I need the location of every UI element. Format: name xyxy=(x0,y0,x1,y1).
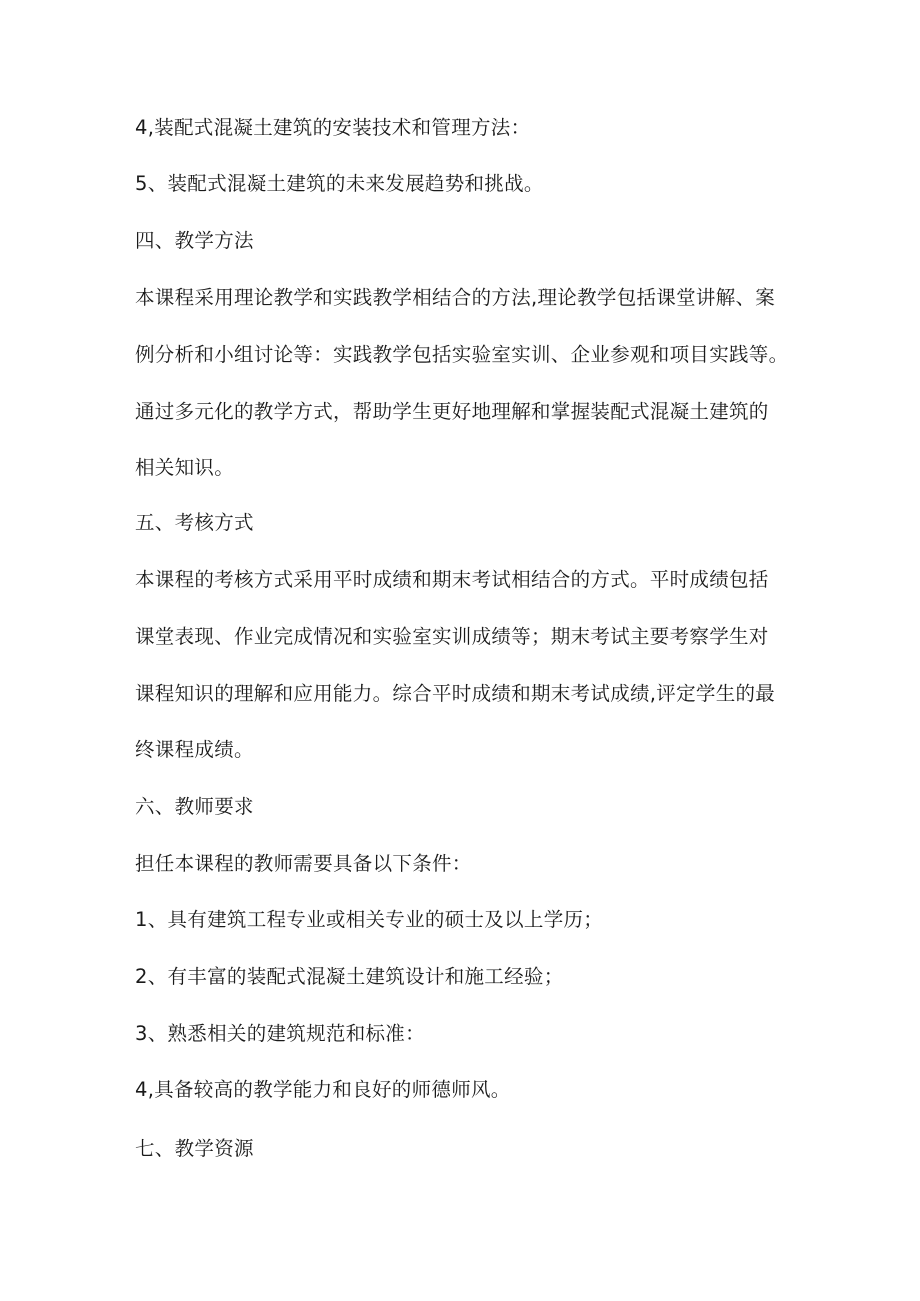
paragraph-line: 本课程的考核方式采用平时成绩和期末考试相结合的方式。平时成绩包括 xyxy=(135,568,769,591)
paragraph-line: 例分析和小组讨论等：实践教学包括实验室实训、企业参观和项目实践等。 xyxy=(135,343,789,366)
paragraph-line: 担任本课程的教师需要具备以下条件： xyxy=(135,852,472,875)
list-item-1-degree: 1、具有建筑工程专业或相关专业的硕士及以上学历； xyxy=(135,908,604,931)
section-heading-teaching-resources: 七、教学资源 xyxy=(135,1137,254,1160)
list-item-2-experience: 2、有丰富的装配式混凝土建筑设计和施工经验； xyxy=(135,965,564,988)
list-item-3-standards: 3、熟悉相关的建筑规范和标准： xyxy=(135,1022,425,1045)
paragraph-line: 终课程成绩。 xyxy=(135,738,254,761)
paragraph-line: 相关知识。 xyxy=(135,456,235,479)
section-heading-teacher-requirements: 六、教师要求 xyxy=(135,795,254,818)
list-item-4-teaching-ability: 4,具备较高的教学能力和良好的师德师风。 xyxy=(135,1078,511,1101)
paragraph-line: 通过多元化的教学方式，帮助学生更好地理解和掌握装配式混凝土建筑的 xyxy=(135,400,769,423)
section-heading-teaching-methods: 四、教学方法 xyxy=(135,229,254,252)
section-heading-assessment: 五、考核方式 xyxy=(135,511,254,534)
list-item-5-future-trends: 5、装配式混凝土建筑的未来发展趋势和挑战。 xyxy=(135,172,544,195)
list-item-4-install-tech: 4,装配式混凝土建筑的安装技术和管理方法： xyxy=(135,116,531,139)
paragraph-line: 本课程采用理论教学和实践教学相结合的方法,理论教学包括课堂讲解、案 xyxy=(135,286,776,309)
paragraph-line: 课程知识的理解和应用能力。综合平时成绩和期末考试成绩,评定学生的最 xyxy=(135,682,776,705)
paragraph-line: 课堂表现、作业完成情况和实验室实训成绩等；期末考试主要考察学生对 xyxy=(135,625,769,648)
